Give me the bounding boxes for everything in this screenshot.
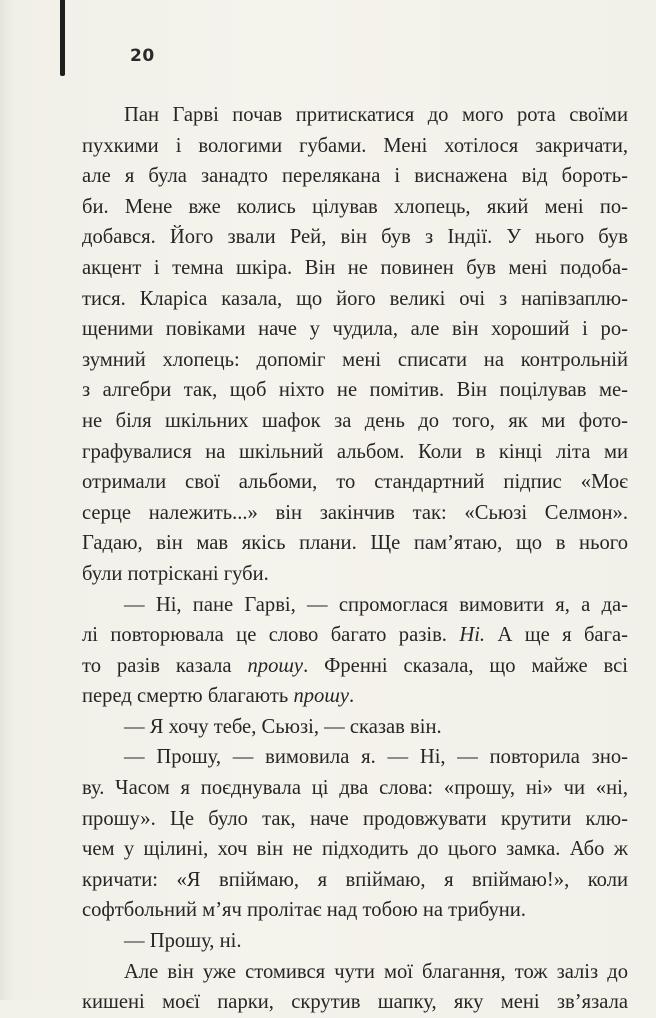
- text-line: графувалися на шкільний альбом. Коли в кінці літа ми: [82, 440, 628, 463]
- text-line: пухкими і вологими губами. Мені хотілося закричати,: [82, 134, 628, 157]
- text-line: не біля шкільних шафок за день до того, як ми фото-: [82, 409, 628, 432]
- text-line: акцент і темна шкіра. Він не повинен був мені подоба-: [82, 256, 628, 279]
- emphasis: прошу: [247, 654, 304, 677]
- body-text: [82, 100, 628, 1018]
- text-line: отримали свої альбоми, то стандартний підпис «Моє: [82, 471, 628, 494]
- emphasis: Ні.: [459, 624, 486, 647]
- text-line: щеними повіками наче у чудила, але він хороший і ро-: [82, 318, 628, 341]
- text-line: кишені моєї парки, скрутив шапку, яку мені зв’язала: [82, 991, 628, 1014]
- text-line: з алгебри так, щоб ніхто не помітив. Він поцілував ме-: [82, 379, 628, 402]
- text-line: чем у щілині, хоч він не підходить до цього замка. Або ж: [82, 838, 628, 861]
- text-line: добався. Його звали Рей, він був з Індії. У нього був: [82, 226, 628, 249]
- dialogue-line: — Ні, пане Гарві, — спромоглася вимовити я, а да-: [124, 593, 628, 616]
- text-line: Гадаю, він мав якісь плани. Ще пам’ятаю, що в нього: [82, 532, 628, 555]
- text-line: Пан Гарві почав притискатися до мого рота своїми: [124, 104, 628, 126]
- text-line: лі повторювала це слово багато разів. Ні. А ще я бага-: [82, 624, 628, 647]
- text-line: софтбольний м’яч пролітає над тобою на трибуни.: [82, 899, 526, 922]
- page-number: 20: [130, 46, 155, 66]
- dialogue-line: — Прошу, — вимовила я. — Ні, — повторила зно-: [124, 746, 628, 769]
- text-line: були потріскані губи.: [82, 562, 269, 585]
- text-line: тися. Кларіса казала, що його великі очі з напівзаплю-: [82, 287, 628, 310]
- text-line: зумний хлопець: допоміг мені списати на контрольній: [82, 348, 628, 371]
- text-line: але я була занадто перелякана і виснажена від бороть-: [82, 165, 628, 188]
- dialogue-line: — Прошу, ні.: [124, 930, 242, 953]
- text-line: прошу». Це було так, наче продовжувати крутити клю-: [82, 807, 628, 830]
- text-line: Але він уже стомився чути мої благання, тож заліз до: [124, 960, 628, 983]
- emphasis: прошу: [293, 685, 350, 708]
- text-line: серце належить...» він закінчив так: «Сьюзі Селмон».: [82, 501, 628, 524]
- binding-mark: [60, 0, 65, 76]
- dialogue-line: — Я хочу тебе, Сьюзі, — сказав він.: [124, 715, 442, 738]
- text-line: би. Мене вже колись цілував хлопець, який мені по-: [82, 195, 628, 218]
- gutter-shadow: [0, 0, 14, 1000]
- text-line: то разів казала прошу. Френні сказала, що майже всі: [82, 654, 628, 677]
- text-line: перед смертю благають прошу.: [82, 685, 355, 708]
- text-line: кричати: «Я впіймаю, я впіймаю, я впіймаю!», коли: [82, 868, 628, 891]
- text-line: ву. Часом я поєднувала ці два слова: «прошу, ні» чи «ні,: [82, 777, 628, 800]
